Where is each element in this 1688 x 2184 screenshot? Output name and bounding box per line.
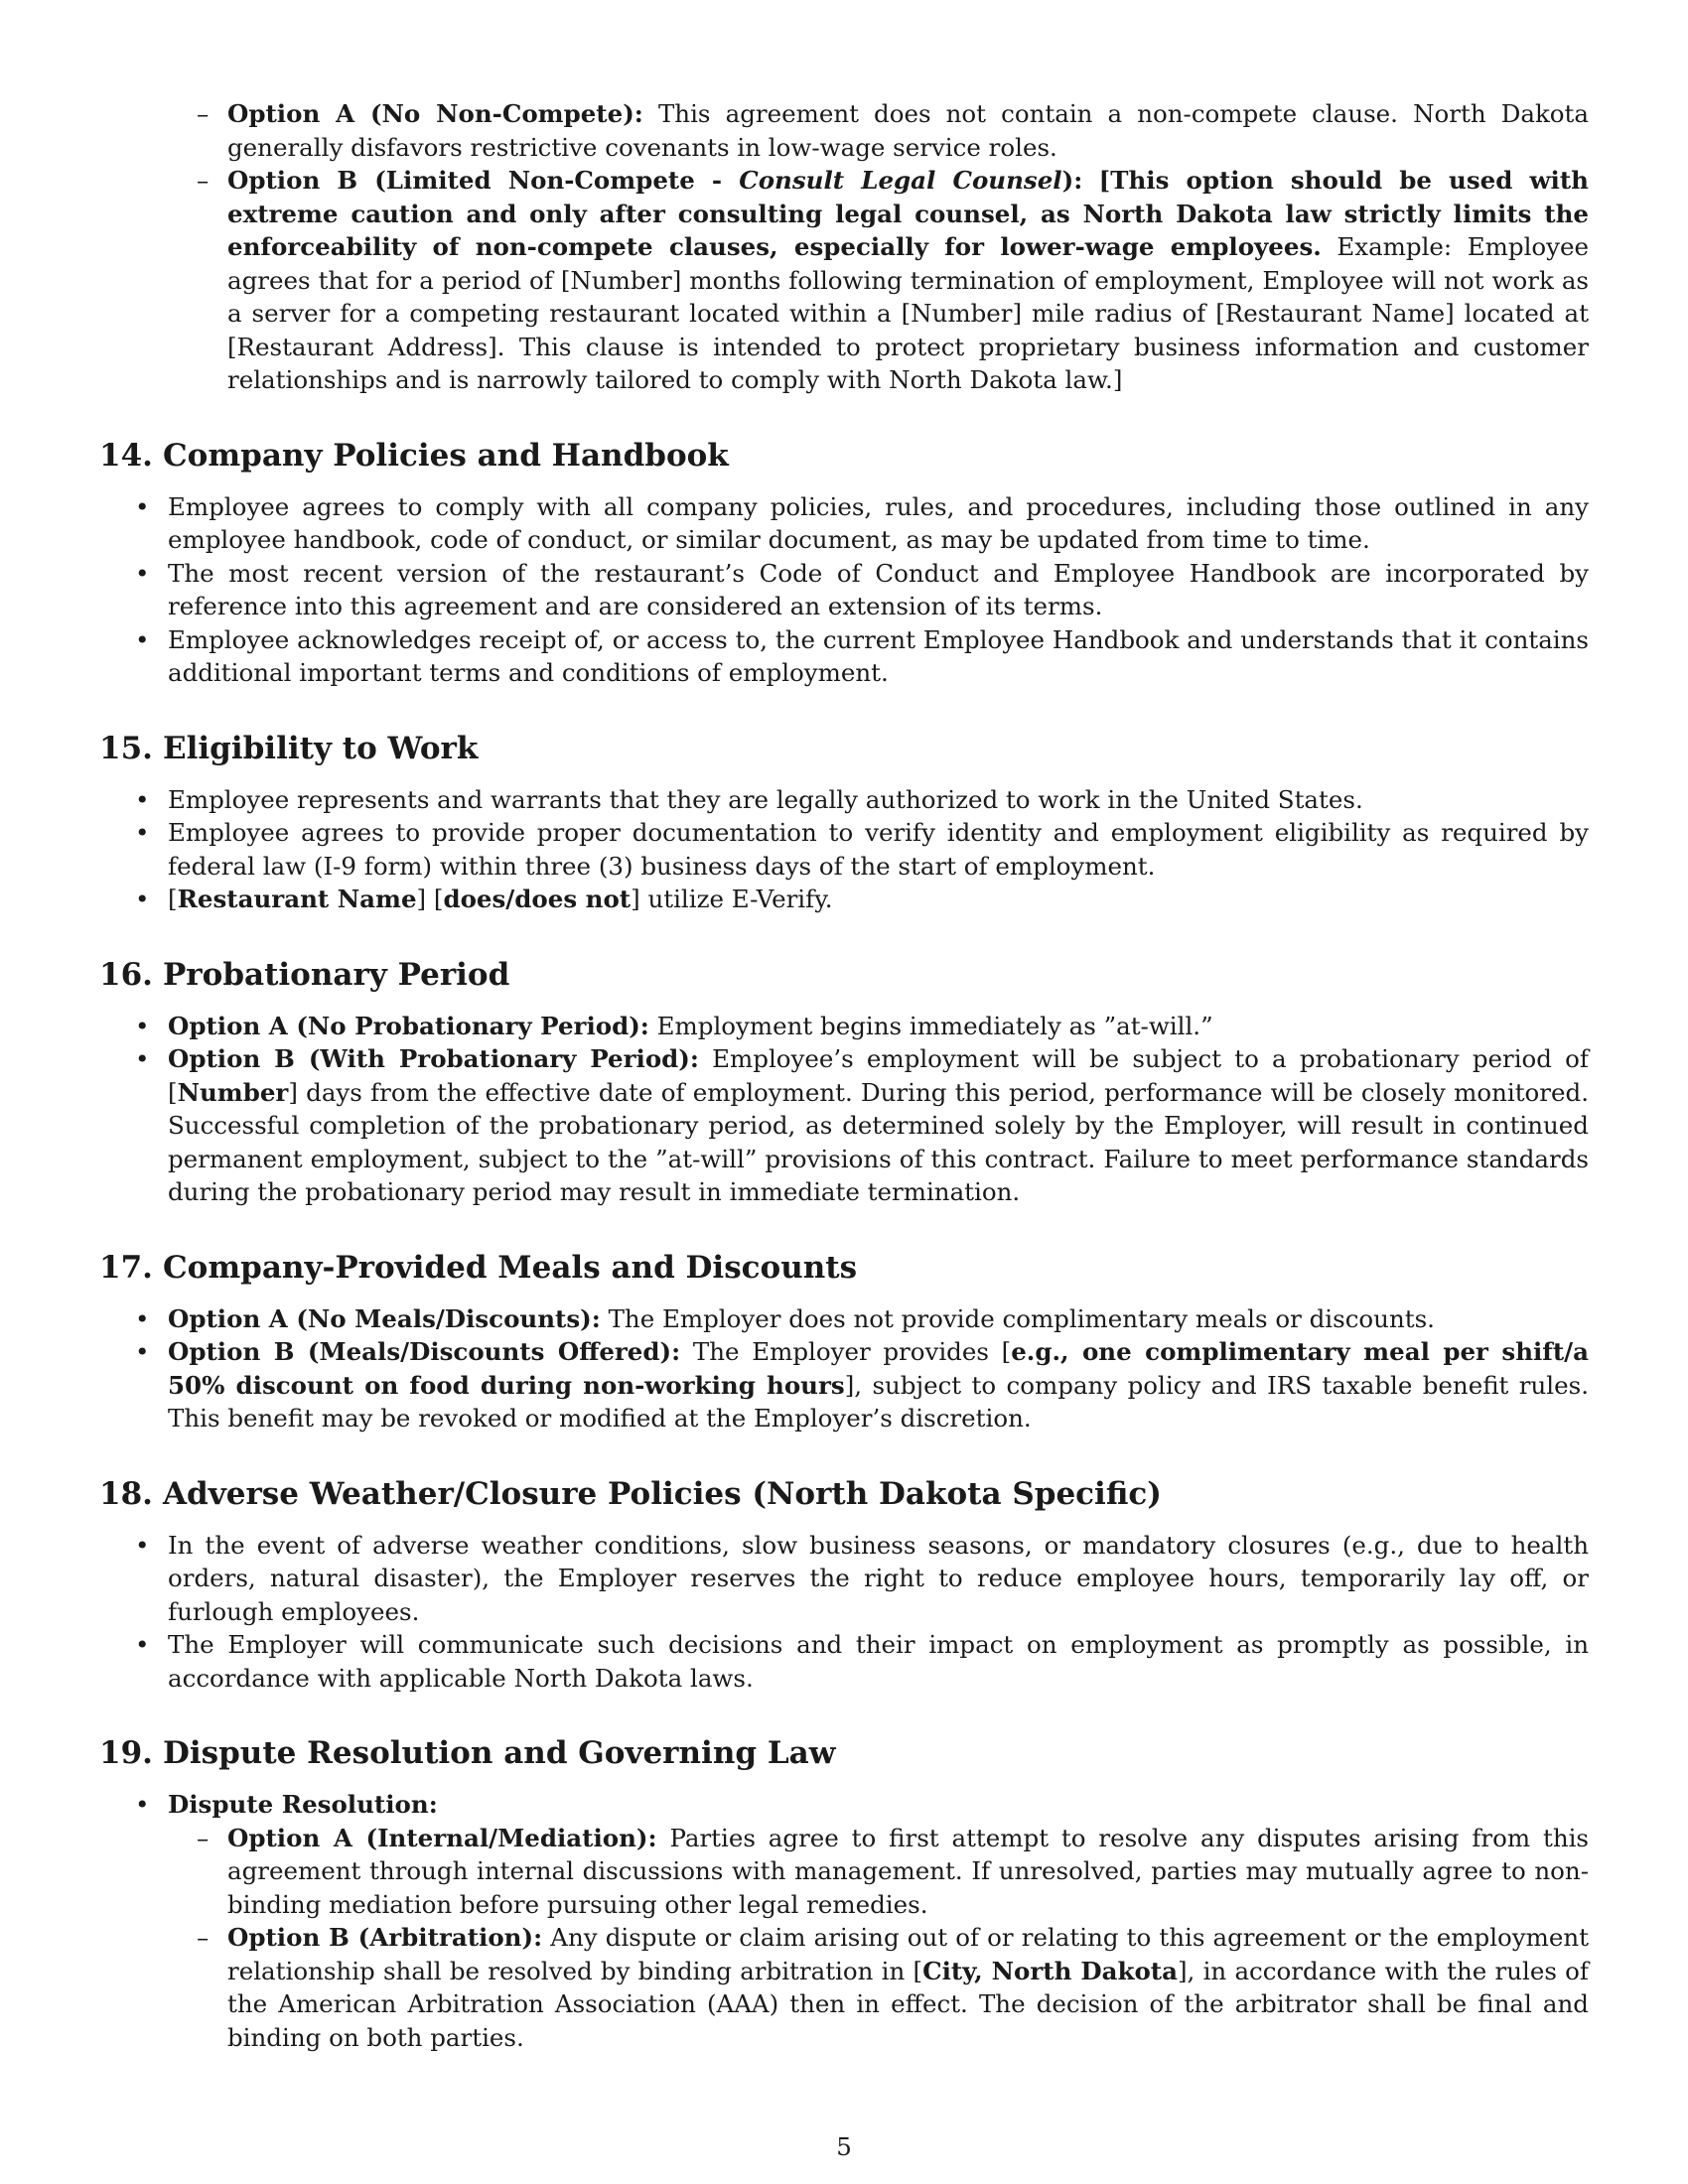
option-label: Option A (No Non-Compete): — [227, 99, 643, 128]
option-label: Option B (Arbitration): — [227, 1923, 543, 1952]
option-text: The Employer provides [e.g., one complimentary meal per shift/a 50% discount on food during non-working hours], subject to company policy and IRS taxable benefit rules. This benefit may be revoked or modified at the Employer’s discretion. — [168, 1337, 1589, 1433]
option-text: Employment begins immediately as ”at-will.” — [656, 1011, 1213, 1040]
section-heading: 16. Probationary Period — [99, 956, 510, 993]
option-label: Option A (Internal/Mediation): — [227, 1823, 657, 1852]
section-list — [99, 1788, 1589, 2054]
section-17 — [99, 1249, 1589, 1435]
list-item: • The Employer will communicate such decisions and their impact on employment as promptly as possible, in accordance with applicable North Dakota laws. — [99, 1628, 1589, 1695]
section-heading: 15. Eligibility to Work — [99, 730, 479, 766]
section-heading: 17. Company-Provided Meals and Discounts — [99, 1249, 858, 1286]
legal-caution-note: [This option should be used with extreme caution and only after consulting legal counsel, as North Dakota law strictly limits the enforceability of non-compete clauses, especially for lower-wage employees. — [227, 166, 1589, 261]
list-item: • Employee acknowledges receipt of, or access to, the current Employee Handbook and understands that it contains additional important terms and conditions of employment. — [99, 623, 1589, 690]
option-text: This agreement does not contain a non-compete clause. North Dakota generally disfavors restrictive covenants in low-wage service roles. — [227, 99, 1589, 162]
section-13-continued — [99, 97, 1589, 397]
non-compete-option-a — [99, 97, 1589, 164]
list-item: • In the event of adverse weather conditions, slow business seasons, or mandatory closures (e.g., due to health orders, natural disaster), the Employer reserves the right to reduce employee hours, temporarily lay off, or furlough employees. — [99, 1529, 1589, 1629]
list-item: • The most recent version of the restaurant’s Code of Conduct and Employee Handbook are incorporated by reference into this agreement and are considered an extension of its terms. — [99, 557, 1589, 623]
option-text: Example: Employee agrees that for a period of [Number] months following termination of employment, Employee will not work as a server for a competing restaurant located within a [Number] mile radius of [Restaurant Name] located at [Restaurant Address]. This clause is intended to protect proprietary business information and customer relationships and is narrowly tailored to comply with North Dakota law.] — [227, 232, 1589, 394]
list-item — [99, 1335, 1589, 1435]
section-list — [99, 490, 1589, 690]
option-text: The Employer does not provide complimentary meals or discounts. — [608, 1303, 1435, 1333]
list-item: • Employee agrees to provide proper documentation to verify identity and employment eligibility as required by federal law (I-9 form) within three (3) business days of the start of employment. — [99, 816, 1589, 883]
section-14 — [99, 437, 1589, 690]
list-item: • Employee agrees to comply with all company policies, rules, and procedures, including those outlined in any employee handbook, code of conduct, or similar document, as may be updated from time to time. — [99, 490, 1589, 557]
section-heading: 19. Dispute Resolution and Governing Law — [99, 1735, 836, 1771]
dispute-options — [168, 1822, 1589, 2055]
non-compete-option-b — [99, 164, 1589, 397]
list-item-dispute-resolution — [99, 1788, 1589, 2054]
list-item — [99, 1042, 1589, 1209]
option-text: Any dispute or claim arising out of or relating to this agreement or the employment relationship shall be resolved by binding arbitration in [City, North Dakota], in accordance with the rules of the American Arbitration Association (AAA) then in effect. The decision of the arbitrator shall be final and binding on both parties. — [227, 1923, 1589, 2052]
section-15 — [99, 730, 1589, 916]
section-19 — [99, 1734, 1589, 2054]
section-heading: 18. Adverse Weather/Closure Policies (North Dakota Specific) — [99, 1475, 1162, 1512]
option-label: Option B (Meals/Discounts Offered): — [168, 1337, 681, 1366]
option-text: Employee’s employment will be subject to a probationary period of [Number] days from the effective date of employment. During this period, performance will be closely monitored. Successful completion of the probationary period, as determined solely by the Employer, will result in continued permanent employment, subject to the ”at-will” provisions of this contract. Failure to meet performance standards during the probationary period may result in immediate termination. — [168, 1044, 1589, 1206]
section-18 — [99, 1475, 1589, 1696]
dispute-option-b — [168, 1921, 1589, 2054]
list-item — [99, 1302, 1589, 1336]
document-body — [99, 97, 1589, 2054]
non-compete-options — [99, 97, 1589, 397]
option-label: Option B (Limited Non-Compete - Consult Legal Counsel): — [227, 166, 1083, 195]
section-heading: 14. Company Policies and Handbook — [99, 437, 729, 474]
dispute-option-a — [168, 1822, 1589, 1922]
option-label: Option A (No Probationary Period): — [168, 1011, 649, 1040]
section-list — [99, 1302, 1589, 1435]
list-item — [99, 1010, 1589, 1043]
section-list — [99, 783, 1589, 916]
option-label: Option B (With Probationary Period): — [168, 1044, 699, 1073]
section-list — [99, 1010, 1589, 1209]
section-16 — [99, 956, 1589, 1209]
option-label: Option A (No Meals/Discounts): — [168, 1303, 601, 1333]
subsection-label: Dispute Resolution: — [168, 1790, 438, 1819]
option-text: Parties agree to first attempt to resolve any disputes arising from this agreement through internal discussions with management. If unresolved, parties may mutually agree to non-binding mediation before pursuing other legal remedies. — [227, 1823, 1590, 1919]
list-item: • Employee represents and warrants that they are legally authorized to work in the United States. — [99, 783, 1589, 817]
page-number: 5 — [836, 2132, 852, 2161]
list-item-everify: • [Restaurant Name] [does/does not] utilize E-Verify. — [99, 883, 1589, 916]
section-list — [99, 1529, 1589, 1696]
